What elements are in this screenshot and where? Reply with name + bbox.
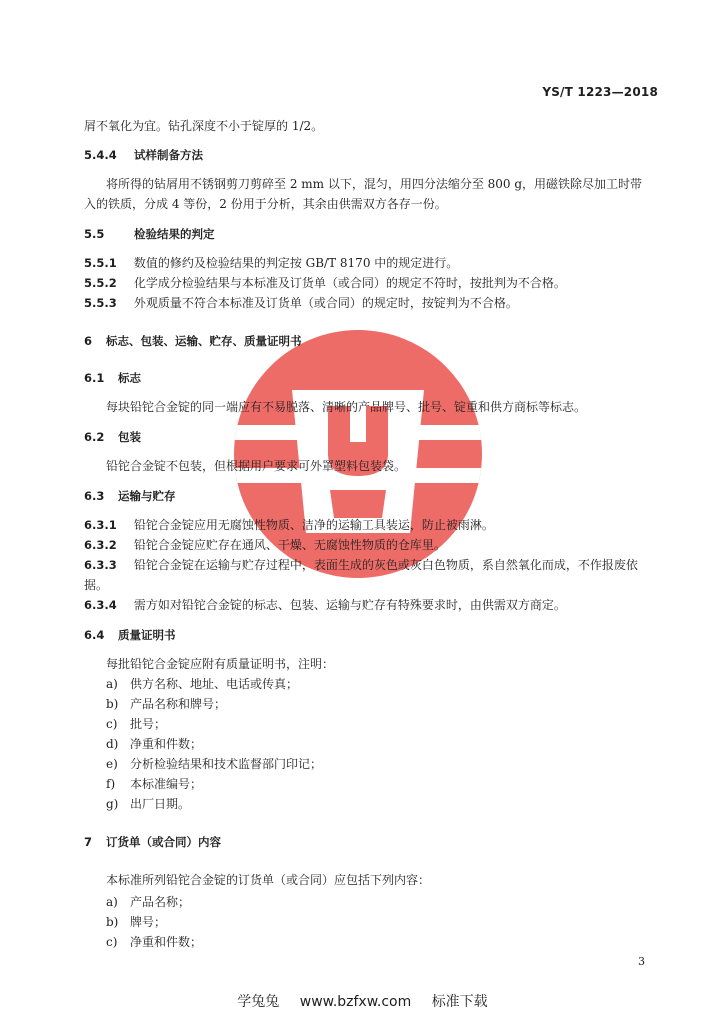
footer-url[interactable]: www.bzfxw.com — [299, 994, 412, 1010]
list-label: b) — [106, 697, 119, 711]
section-number: 6.2 — [84, 430, 105, 444]
list-text: 净重和件数； — [130, 737, 203, 751]
chapter-heading — [84, 333, 302, 349]
clause-number: 6.3.2 — [84, 538, 117, 552]
chapter-heading — [84, 834, 221, 850]
body-text: 据。 — [84, 578, 109, 592]
section-number: 6.3 — [84, 489, 105, 503]
clause-number: 6.3.1 — [84, 518, 117, 532]
clause-text: 铅铊合金锭在运输与贮存过程中，表面生成的灰色或灰白色物质，系自然氧化而成，不作报废依 — [133, 558, 638, 572]
body-text: 入的铁质，分成 4 等份，2 份用于分析，其余由供需双方各存一份。 — [84, 197, 447, 211]
body-text: 每批铅铊合金锭应附有质量证明书，注明： — [106, 657, 335, 671]
section-heading — [84, 226, 215, 242]
standard-code: YS/T 1223—2018 — [542, 85, 658, 99]
section-number: 6.4 — [84, 628, 105, 642]
list-label: b) — [106, 915, 119, 929]
chapter-number: 6 — [84, 334, 93, 348]
list-item — [106, 894, 190, 910]
clause-text: 铅铊合金锭应用无腐蚀性物质、洁净的运输工具装运，防止被雨淋。 — [133, 518, 494, 532]
list-item — [106, 796, 190, 812]
section-number: 6.1 — [84, 371, 105, 385]
clause-text: 外观质量不符合本标准及订货单（或合同）的规定时，按锭判为不合格。 — [133, 296, 518, 310]
body-text: 每块铅铊合金锭的同一端应有不易脱落、清晰的产品牌号、批号、锭重和供方商标等标志。 — [106, 400, 587, 414]
clause-number: 6.3.3 — [84, 558, 117, 572]
list-text: 分析检验结果和技术监督部门印记； — [130, 757, 323, 771]
list-text: 出厂日期。 — [130, 797, 191, 811]
list-label: f) — [106, 777, 116, 791]
list-label: c) — [106, 717, 118, 731]
page-number: 3 — [638, 955, 645, 968]
section-heading — [84, 429, 141, 445]
section-title: 运输与贮存 — [118, 489, 176, 503]
section-heading — [84, 488, 176, 504]
site-footer — [0, 991, 725, 1011]
clause — [84, 517, 494, 533]
list-label: e) — [106, 757, 118, 771]
clause — [84, 275, 566, 291]
section-title: 包装 — [118, 430, 142, 444]
section-title: 标志 — [118, 371, 142, 385]
list-label: c) — [106, 935, 118, 949]
clause-text: 化学成分检验结果与本标准及订货单（或合同）的规定不符时，按批判为不合格。 — [133, 276, 566, 290]
list-text: 牌号； — [130, 915, 167, 929]
clause-number: 5.5.2 — [84, 276, 117, 290]
clause-number: 6.3.4 — [84, 598, 117, 612]
list-label: g) — [106, 797, 119, 811]
chapter-number: 7 — [84, 835, 93, 849]
clause-number: 5.5.1 — [84, 256, 117, 270]
footer-site-name: 学兔兔 — [237, 994, 280, 1010]
section-heading — [84, 370, 141, 386]
body-text: 将所得的钻屑用不锈钢剪刀剪碎至 2 mm 以下，混匀，用四分法缩分至 800 g，用磁铁除尽加工时带 — [106, 177, 643, 191]
list-item — [106, 934, 202, 950]
list-label: d) — [106, 737, 119, 751]
section-number: 5.5 — [84, 227, 105, 241]
body-text: 屑不氧化为宜。钻孔深度不小于锭厚的 1/2。 — [84, 119, 324, 133]
list-item — [106, 776, 202, 792]
section-title: 质量证明书 — [118, 628, 176, 642]
list-item — [106, 716, 166, 732]
section-number: 5.4.4 — [84, 148, 117, 162]
chapter-title: 订货单（或合同）内容 — [106, 835, 222, 849]
clause — [84, 557, 638, 573]
list-item — [106, 756, 322, 772]
list-text: 产品名称和牌号； — [130, 697, 227, 711]
section-title: 试样制备方法 — [134, 148, 204, 162]
list-label: a) — [106, 895, 118, 909]
section-title: 检验结果的判定 — [134, 227, 215, 241]
clause-text: 需方如对铅铊合金锭的标志、包装、运输与贮存有特殊要求时，由供需双方商定。 — [133, 598, 566, 612]
list-text: 批号； — [130, 717, 167, 731]
clause — [84, 255, 458, 271]
list-label: a) — [106, 677, 118, 691]
clause — [84, 537, 446, 553]
section-heading — [84, 627, 176, 643]
chapter-title: 标志、包装、运输、贮存、质量证明书 — [106, 334, 302, 348]
list-text: 净重和件数； — [130, 935, 203, 949]
footer-slogan: 标准下载 — [431, 994, 488, 1010]
list-item — [106, 914, 166, 930]
body-text: 本标准所列铅铊合金锭的订货单（或合同）应包括下列内容： — [106, 873, 431, 887]
list-text: 产品名称； — [130, 895, 191, 909]
clause-number: 5.5.3 — [84, 296, 117, 310]
list-item — [106, 736, 202, 752]
list-item — [106, 696, 226, 712]
list-text: 供方名称、地址、电话或传真； — [130, 677, 299, 691]
clause-text: 数值的修约及检验结果的判定按 GB/T 8170 中的规定进行。 — [133, 256, 459, 270]
clause — [84, 295, 518, 311]
list-text: 本标准编号； — [130, 777, 203, 791]
section-heading — [84, 147, 203, 163]
clause-text: 铅铊合金锭应贮存在通风、干燥、无腐蚀性物质的仓库里。 — [133, 538, 446, 552]
body-text: 铅铊合金锭不包装，但根据用户要求可外罩塑料包装袋。 — [106, 459, 407, 473]
list-item — [106, 676, 298, 692]
clause — [84, 597, 566, 613]
